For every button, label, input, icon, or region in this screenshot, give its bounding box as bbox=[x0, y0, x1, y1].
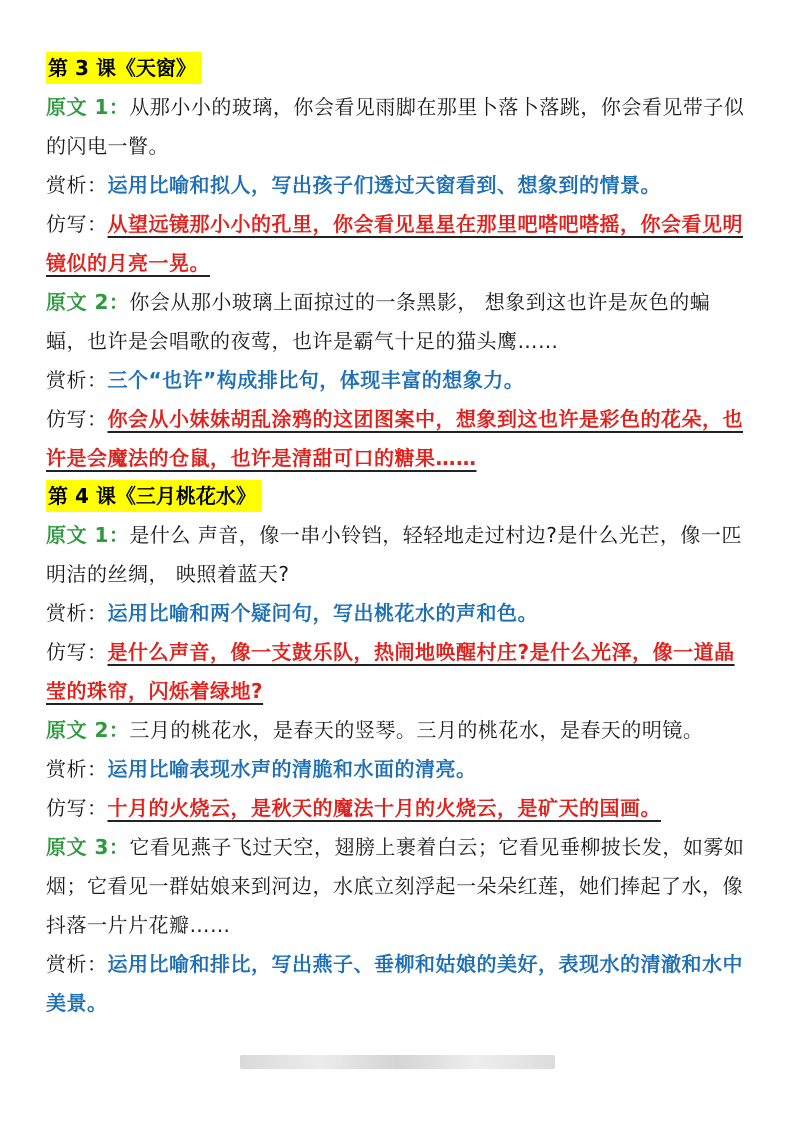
original-label: 原文 2： bbox=[46, 718, 130, 742]
original-label: 原文 1： bbox=[46, 95, 130, 119]
lesson-3-original-1 bbox=[46, 88, 751, 166]
original-text: 你会从那小玻璃上面掠过的一条黑影， 想象到这也许是灰色的蝙蝠，也许是会唱歌的夜莺，也许是霸气十足的猫头鹰…… bbox=[46, 290, 711, 353]
imitation-text: 从望远镜那小小的孔里，你会看见星星在那里吧嗒吧嗒摇，你会看见明镜似的月亮一晃。 bbox=[46, 212, 743, 275]
original-text: 从那小小的玻璃，你会看见雨脚在那里卜落卜落跳，你会看见带子似的闪电一瞥。 bbox=[46, 95, 745, 158]
lesson-4-original-3 bbox=[46, 828, 751, 945]
lesson-3-imitation-1 bbox=[46, 205, 751, 283]
analysis-text: 三个“也许”构成排比句，体现丰富的想象力。 bbox=[107, 368, 525, 392]
lesson-3-imitation-2 bbox=[46, 400, 751, 478]
original-label: 原文 3： bbox=[46, 835, 130, 859]
imitation-label: 仿写： bbox=[46, 212, 108, 236]
imitation-text: 十月的火烧云，是秋天的魔法十月的火烧云，是矿天的国画。 bbox=[107, 796, 661, 820]
original-label: 原文 1： bbox=[46, 523, 130, 547]
imitation-label: 仿写： bbox=[46, 407, 108, 431]
lesson-3-title: 第 3 课《天窗》 bbox=[46, 52, 202, 84]
lesson-4-title: 第 4 课《三月桃花水》 bbox=[46, 480, 262, 512]
lesson-4-analysis-3 bbox=[46, 945, 751, 1023]
blurred-watermark-bar bbox=[240, 1055, 555, 1069]
analysis-label: 赏析： bbox=[46, 601, 108, 625]
lesson-4-imitation-2 bbox=[46, 789, 751, 828]
analysis-text: 运用比喻和拟人，写出孩子们透过天窗看到、想象到的情景。 bbox=[107, 173, 661, 197]
analysis-label: 赏析： bbox=[46, 368, 108, 392]
imitation-text: 是什么声音，像一支鼓乐队，热闹地唤醒村庄?是什么光泽，像一道晶莹的珠帘，闪烁着绿地? bbox=[46, 640, 735, 703]
original-label: 原文 2： bbox=[46, 290, 130, 314]
document-content bbox=[46, 50, 751, 1027]
original-text: 是什么 声音，像一串小铃铛，轻轻地走过村边?是什么光芒，像一匹明洁的丝绸， 映照着蓝天? bbox=[46, 523, 742, 586]
lesson-4-original-1 bbox=[46, 516, 751, 594]
imitation-label: 仿写： bbox=[46, 640, 108, 664]
imitation-label: 仿写： bbox=[46, 796, 108, 820]
imitation-text: 你会从小妹妹胡乱涂鸦的这团图案中，想象到这也许是彩色的花朵，也许是会魔法的仓鼠，也许是清甜可口的糖果…… bbox=[46, 407, 743, 470]
lesson-3-analysis-1 bbox=[46, 166, 751, 205]
original-text: 它看见燕子飞过天空，翅膀上裹着白云；它看见垂柳披长发，如雾如烟；它看见一群姑娘来到河边，水底立刻浮起一朵朵红莲，她们捧起了水，像抖落一片片花瓣…… bbox=[46, 835, 745, 937]
lesson-4-analysis-1 bbox=[46, 594, 751, 633]
analysis-text: 运用比喻表现水声的清脆和水面的清亮。 bbox=[107, 757, 477, 781]
lesson-4-imitation-1 bbox=[46, 633, 751, 711]
lesson-4-analysis-2 bbox=[46, 750, 751, 789]
lesson-3-analysis-2 bbox=[46, 361, 751, 400]
analysis-label: 赏析： bbox=[46, 952, 108, 976]
lesson-4-original-2 bbox=[46, 711, 751, 750]
analysis-label: 赏析： bbox=[46, 173, 108, 197]
lesson-3-original-2 bbox=[46, 283, 751, 361]
analysis-text: 运用比喻和排比，写出燕子、垂柳和姑娘的美好，表现水的清澈和水中美景。 bbox=[46, 952, 743, 1015]
analysis-label: 赏析： bbox=[46, 757, 108, 781]
analysis-text: 运用比喻和两个疑问句，写出桃花水的声和色。 bbox=[107, 601, 538, 625]
original-text: 三月的桃花水，是春天的竖琴。三月的桃花水，是春天的明镜。 bbox=[129, 718, 704, 742]
